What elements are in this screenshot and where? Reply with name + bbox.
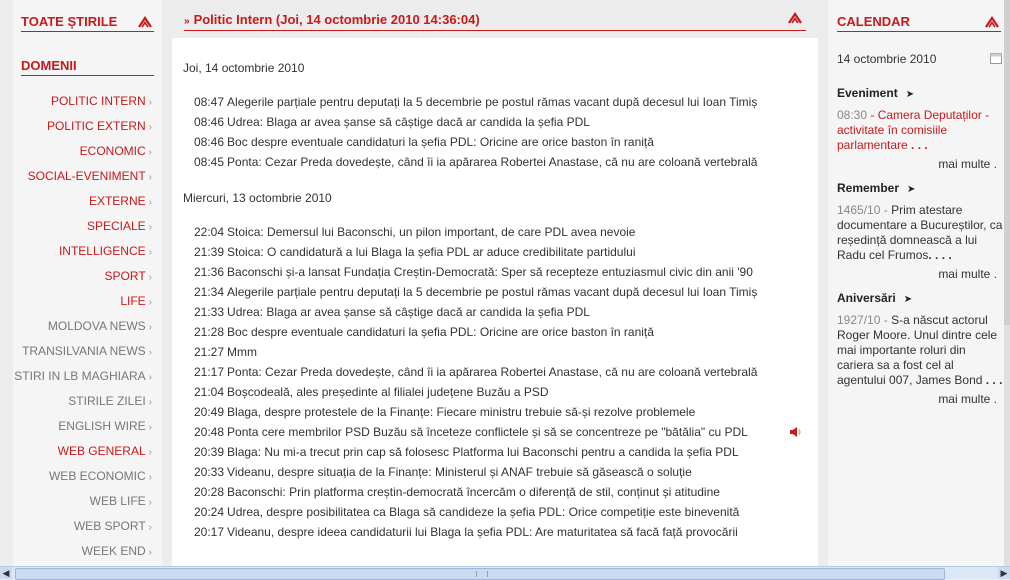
news-item[interactable]: [194, 282, 757, 302]
calendar-icon[interactable]: [990, 52, 1002, 67]
remember-body[interactable]: 1465/10 - Prim atestare documentare a Bucureștilor, ca reședință domnească a lui Radu cel Frumos. . . .: [837, 203, 1003, 262]
domenii-item-link[interactable]: WEB LIFE: [89, 494, 146, 508]
news-headline[interactable]: Ponta cere membrilor PSD Buzău să înceteze conflictele și să se concentreze pe "bătălia" cu PDL: [227, 425, 748, 439]
domenii-item-link[interactable]: ENGLISH WIRE: [58, 419, 146, 433]
aniversari-title: Aniversări: [837, 291, 896, 305]
news-item[interactable]: [194, 112, 757, 132]
news-headline[interactable]: Blaga: Nu mi-a trecut prin cap să folosesc Platforma lui Baconschi pentru a candida la șefia PDL: [227, 445, 739, 459]
domenii-item[interactable]: [13, 294, 162, 310]
aniversari-year: 1927/10: [837, 313, 881, 327]
news-item[interactable]: [194, 132, 757, 152]
news-time: 20:33: [194, 465, 225, 479]
news-time: 08:46: [194, 115, 225, 129]
chevron-right-icon: ›: [148, 447, 152, 458]
vertical-scroll-thumb[interactable]: [1004, 0, 1010, 325]
news-headline[interactable]: Boc despre eventuale candidaturi la șefia PDL: Oricine are orice baston în raniță: [227, 325, 654, 339]
domenii-item[interactable]: [13, 444, 162, 460]
news-time: 08:46: [194, 135, 225, 149]
domenii-item-link[interactable]: WEB ECONOMIC: [48, 469, 146, 483]
news-headline[interactable]: Baconschi și-a lansat Fundația Creștin-Democrată: Sper să recepteze entuziasmul civic din anii '90: [227, 265, 753, 279]
news-time: 08:47: [194, 95, 225, 109]
news-item[interactable]: [194, 302, 757, 322]
news-headline[interactable]: Videanu, despre ideea candidaturii lui Blaga la șefia PDL: Are maturitatea să facă față provocării: [227, 525, 738, 539]
domenii-item[interactable]: [13, 394, 162, 410]
news-headline[interactable]: Blaga, despre protestele de la Finanțe: Fiecare ministru trebuie să-și rezolve problemele: [227, 405, 696, 419]
news-headline[interactable]: Videanu, despre situația de la Finanțe: Ministerul și ANAF trebuie să găsească o soluție: [227, 465, 692, 479]
eveniment-title: Eveniment: [837, 86, 898, 100]
chevron-right-icon: ›: [148, 347, 152, 358]
domenii-item-link[interactable]: EXTERNE: [88, 194, 146, 208]
chevron-right-icon: ›: [148, 222, 152, 233]
news-headline[interactable]: Alegerile parțiale pentru deputați la 5 decembrie pe postul rămas vacant după decesul lui Ioan Timiș: [227, 285, 758, 299]
news-time: 21:28: [194, 325, 225, 339]
domenii-item[interactable]: [13, 144, 162, 160]
eveniment-section: [837, 86, 1003, 171]
news-item[interactable]: [194, 482, 757, 502]
news-headline[interactable]: Udrea: Blaga ar avea șanse să câștige dacă ar candida la șefia PDL: [227, 115, 590, 129]
news-time: 20:28: [194, 485, 225, 499]
domenii-item[interactable]: [13, 319, 162, 335]
day-heading: Joi, 14 octombrie 2010: [183, 61, 305, 75]
domenii-item-link[interactable]: WEEK END: [81, 544, 146, 558]
domenii-item[interactable]: [13, 219, 162, 235]
news-time: 22:04: [194, 225, 225, 239]
remember-section: [837, 181, 1003, 281]
eveniment-body[interactable]: 08:30 - Camera Deputaților - activitate în comisiile parlamentare . . .: [837, 108, 990, 152]
news-headline[interactable]: Alegerile parțiale pentru deputați la 5 decembrie pe postul rămas vacant după decesul lui Ioan Timiș: [227, 95, 758, 109]
collapse-icon[interactable]: [985, 16, 999, 28]
news-headline[interactable]: Ponta: Cezar Preda dovedește, când îi ia apărarea Robertei Anastase, că nu are coloană vertebrală: [227, 365, 758, 379]
news-headline[interactable]: Mmm: [227, 345, 258, 359]
aniversari-body[interactable]: 1927/10 - S-a născut actorul Roger Moore. Unul dintre cele mai importante roluri din cariera sa a fost cel al agentului 007, James Bond . . .: [837, 313, 1003, 387]
news-headline[interactable]: Boșcodeală, ales președinte al filialei județene Buzău a PSD: [227, 385, 549, 399]
news-item[interactable]: [194, 382, 757, 402]
domenii-item-link[interactable]: ECONOMIC: [79, 144, 146, 158]
chevron-right-icon: ›: [148, 522, 152, 533]
remember-title: Remember: [837, 181, 900, 195]
domenii-item[interactable]: [13, 169, 162, 185]
vertical-scrollbar[interactable]: [1004, 0, 1010, 566]
mai-multe-link[interactable]: mai multe .: [938, 267, 997, 281]
chevron-right-icon: ›: [148, 372, 152, 383]
mai-multe-link[interactable]: mai multe .: [938, 392, 997, 406]
eveniment-text[interactable]: Camera Deputaților - activitate în comisiile parlamentare: [837, 108, 990, 152]
domenii-item[interactable]: [13, 519, 162, 535]
domenii-header: [21, 48, 154, 76]
news-time: 21:04: [194, 385, 225, 399]
eveniment-time: 08:30: [837, 108, 868, 122]
news-time: 21:33: [194, 305, 225, 319]
news-time: 20:24: [194, 505, 225, 519]
news-time: 20:39: [194, 445, 225, 459]
collapse-icon[interactable]: [138, 16, 152, 28]
calendar-header[interactable]: [837, 0, 1001, 32]
section-title[interactable]: Politic Intern (Joi, 14 octombrie 2010 14:36:04): [193, 12, 480, 27]
domenii-list: [13, 94, 162, 560]
aniversari-text[interactable]: S-a născut actorul Roger Moore. Unul dintre cele mai importante roluri din cariera sa a fost cel al agentului 007, James Bond: [837, 313, 998, 387]
day-heading: Miercuri, 13 octombrie 2010: [183, 191, 332, 205]
domenii-item-link[interactable]: SPECIALE: [86, 219, 146, 233]
toate-stirile-title[interactable]: TOATE ȘTIRILE: [21, 14, 118, 29]
chevron-right-icon: ›: [148, 322, 152, 333]
chevron-right-icon: ›: [148, 497, 152, 508]
chevron-right-icon: ›: [148, 472, 152, 483]
chevron-right-icon: ›: [148, 197, 152, 208]
domenii-item[interactable]: [13, 94, 162, 110]
aniversari-ellipsis: . . .: [982, 373, 1003, 387]
remember-text[interactable]: Prim atestare documentare a Bucureștilor, ca reședință domnească a lui Radu cel Frumos: [837, 203, 1003, 262]
news-time: 08:45: [194, 155, 225, 169]
section-title-bar: [184, 12, 806, 31]
domenii-item[interactable]: [13, 544, 162, 560]
toate-stirile-header[interactable]: [21, 0, 154, 32]
horizontal-scrollbar[interactable]: [0, 566, 1010, 579]
domenii-item[interactable]: [13, 194, 162, 210]
scroll-grip: [476, 571, 488, 577]
chevron-right-icon: ›: [148, 97, 152, 108]
double-chevron-down-icon[interactable]: »: [184, 16, 190, 27]
domenii-item-link[interactable]: STIRI IN LB MAGHIARA: [14, 369, 146, 383]
news-list-day2: [194, 222, 757, 542]
news-time: 21:34: [194, 285, 225, 299]
remember-ellipsis: . . . .: [928, 248, 952, 262]
news-item[interactable]: [194, 262, 757, 282]
domenii-item-link[interactable]: STIRILE ZILEI: [68, 394, 146, 408]
domenii-item-link[interactable]: WEB GENERAL: [57, 444, 146, 458]
news-headline[interactable]: Ponta: Cezar Preda dovedește, când îi ia apărarea Robertei Anastase, că nu are coloană vertebrală: [227, 155, 758, 169]
chevron-right-icon: ›: [148, 397, 152, 408]
chevron-right-icon: ›: [148, 422, 152, 433]
mai-multe-link[interactable]: mai multe .: [938, 157, 997, 171]
domenii-item-link[interactable]: WEB SPORT: [73, 519, 146, 533]
domenii-item[interactable]: [13, 119, 162, 135]
arrow-right-icon[interactable]: ➤: [905, 89, 915, 100]
domenii-item-link[interactable]: INTELLIGENCE: [58, 244, 146, 258]
news-time: 21:17: [194, 365, 225, 379]
news-item[interactable]: [194, 342, 757, 362]
domenii-item-link[interactable]: TRANSILVANIA NEWS: [22, 344, 146, 358]
domenii-item-link[interactable]: SOCIAL-EVENIMENT: [27, 169, 146, 183]
domenii-item-link[interactable]: POLITIC EXTERN: [46, 119, 146, 133]
chevron-right-icon: ›: [148, 147, 152, 158]
news-headline[interactable]: Boc despre eventuale candidaturi la șefia PDL: Oricine are orice baston în raniță: [227, 135, 654, 149]
chevron-right-icon: ›: [148, 297, 152, 308]
calendar-date: 14 octombrie 2010: [837, 52, 937, 66]
scroll-thumb[interactable]: [15, 568, 945, 580]
domenii-item[interactable]: [13, 344, 162, 360]
chevron-right-icon: ›: [148, 247, 152, 258]
chevron-right-icon: ›: [148, 272, 152, 283]
domenii-item[interactable]: [13, 494, 162, 510]
news-time: 21:39: [194, 245, 225, 259]
chevron-right-icon: ›: [148, 547, 152, 558]
domenii-item-link[interactable]: LIFE: [120, 294, 146, 308]
news-item[interactable]: [194, 362, 757, 382]
news-item[interactable]: [194, 322, 757, 342]
news-item[interactable]: [194, 502, 757, 522]
arrow-right-icon[interactable]: ➤: [907, 184, 916, 195]
domenii-item[interactable]: [13, 369, 162, 385]
chevron-right-icon: ›: [148, 172, 152, 183]
news-headline[interactable]: Baconschi: Prin platforma creștin-democrată încercăm o diferență de stil, conținut și atitudine: [227, 485, 720, 499]
news-item[interactable]: [194, 462, 757, 482]
domenii-item-link[interactable]: POLITIC INTERN: [50, 94, 146, 108]
news-item[interactable]: [194, 222, 757, 242]
left-sidebar: [13, 0, 162, 566]
news-headline[interactable]: Udrea, despre posibilitatea ca Blaga să candideze la șefia PDL: Orice competiție este binevenită: [227, 505, 740, 519]
calendar-title[interactable]: CALENDAR: [837, 14, 910, 29]
news-headline[interactable]: Udrea: Blaga ar avea șanse să câștige dacă ar candida la șefia PDL: [227, 305, 590, 319]
news-time: 20:48: [194, 425, 225, 439]
speaker-icon[interactable]: [789, 426, 803, 441]
news-item[interactable]: [194, 422, 757, 442]
news-item[interactable]: [194, 402, 757, 422]
right-sidebar: [828, 0, 1004, 566]
aniversari-section: [837, 291, 1003, 406]
scroll-left-icon[interactable]: ◀: [0, 567, 12, 579]
domenii-item[interactable]: [13, 269, 162, 285]
collapse-icon[interactable]: [788, 12, 802, 24]
news-item[interactable]: [194, 92, 757, 112]
news-item[interactable]: [194, 442, 757, 462]
domenii-item[interactable]: [13, 244, 162, 260]
chevron-right-icon: ›: [148, 122, 152, 133]
news-item[interactable]: [194, 522, 757, 542]
scroll-right-icon[interactable]: ▶: [998, 567, 1010, 579]
news-item[interactable]: [194, 242, 757, 262]
arrow-right-icon[interactable]: ➤: [903, 294, 913, 305]
domenii-item-link[interactable]: MOLDOVA NEWS: [47, 319, 146, 333]
news-time: 20:17: [194, 525, 225, 539]
domenii-title: DOMENII: [21, 58, 77, 73]
news-list-day1: [194, 92, 757, 172]
domenii-item-link[interactable]: SPORT: [104, 269, 146, 283]
domenii-item[interactable]: [13, 469, 162, 485]
news-time: 21:36: [194, 265, 225, 279]
news-item[interactable]: [194, 152, 757, 172]
news-headline[interactable]: Stoica: Demersul lui Baconschi, un pilon important, de care PDL avea nevoie: [227, 225, 636, 239]
main-header: [172, 0, 818, 38]
news-time: 21:27: [194, 345, 225, 359]
main-content: [172, 0, 818, 566]
domenii-item[interactable]: [13, 419, 162, 435]
news-headline[interactable]: Stoica: O candidatură a lui Blaga la șefia PDL ar aduce credibilitate partidului: [227, 245, 636, 259]
remember-year: 1465/10: [837, 203, 881, 217]
news-time: 20:49: [194, 405, 225, 419]
eveniment-ellipsis: . . .: [907, 138, 928, 152]
